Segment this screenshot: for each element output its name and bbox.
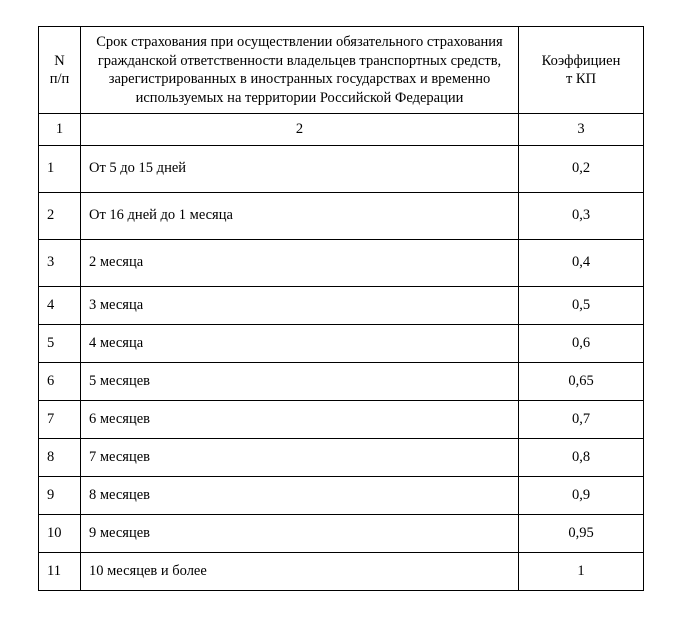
- row-description: 6 месяцев: [81, 400, 519, 438]
- row-coefficient: 0,7: [519, 400, 644, 438]
- header-coefficient-line2: т КП: [565, 71, 597, 88]
- row-index: 4: [39, 286, 81, 324]
- row-index: 9: [39, 476, 81, 514]
- row-coefficient: 1: [519, 552, 644, 590]
- row-coefficient: 0,9: [519, 476, 644, 514]
- table-row: [39, 514, 644, 552]
- row-description: 10 месяцев и более: [81, 552, 519, 590]
- row-index: 3: [39, 239, 81, 286]
- row-index: 2: [39, 192, 81, 239]
- row-coefficient: 0,2: [519, 145, 644, 192]
- table-row: [39, 400, 644, 438]
- table-row: [39, 476, 644, 514]
- table-row: [39, 192, 644, 239]
- coefficient-table: [38, 26, 644, 591]
- row-description: 3 месяца: [81, 286, 519, 324]
- row-coefficient: 0,5: [519, 286, 644, 324]
- row-index: 1: [39, 145, 81, 192]
- table-row: [39, 362, 644, 400]
- row-coefficient: 0,8: [519, 438, 644, 476]
- row-index: 6: [39, 362, 81, 400]
- header-coefficient-line1: Коэффициен: [541, 52, 621, 69]
- header-cell-description: Срок страхования при осуществлении обязательного страхования гражданской ответственности владельцев транспортных средств, зарегистрированных в иностранных государствах и временно используемых на территории Российской Федерации: [81, 27, 519, 114]
- row-coefficient: 0,95: [519, 514, 644, 552]
- table-row: [39, 145, 644, 192]
- row-description: От 16 дней до 1 месяца: [81, 192, 519, 239]
- table-body: [39, 27, 644, 591]
- header-cell-coefficient: [519, 27, 644, 114]
- row-index: 7: [39, 400, 81, 438]
- row-description: От 5 до 15 дней: [81, 145, 519, 192]
- row-index: 8: [39, 438, 81, 476]
- row-description: 5 месяцев: [81, 362, 519, 400]
- table-row: [39, 438, 644, 476]
- table-row: [39, 286, 644, 324]
- table-header-row: [39, 27, 644, 114]
- table-row: [39, 239, 644, 286]
- table-row: [39, 324, 644, 362]
- header-number-line2: п/п: [49, 71, 70, 88]
- column-number-3: 3: [519, 114, 644, 146]
- row-coefficient: 0,3: [519, 192, 644, 239]
- header-cell-number: [39, 27, 81, 114]
- row-description: 7 месяцев: [81, 438, 519, 476]
- row-coefficient: 0,4: [519, 239, 644, 286]
- table-row: [39, 552, 644, 590]
- row-index: 5: [39, 324, 81, 362]
- row-coefficient: 0,6: [519, 324, 644, 362]
- header-number-line1: N: [54, 52, 65, 69]
- row-description: 9 месяцев: [81, 514, 519, 552]
- row-description: 8 месяцев: [81, 476, 519, 514]
- row-index: 11: [39, 552, 81, 590]
- column-number-1: 1: [39, 114, 81, 146]
- row-description: 4 месяца: [81, 324, 519, 362]
- column-number-row: [39, 114, 644, 146]
- row-description: 2 месяца: [81, 239, 519, 286]
- column-number-2: 2: [81, 114, 519, 146]
- row-coefficient: 0,65: [519, 362, 644, 400]
- row-index: 10: [39, 514, 81, 552]
